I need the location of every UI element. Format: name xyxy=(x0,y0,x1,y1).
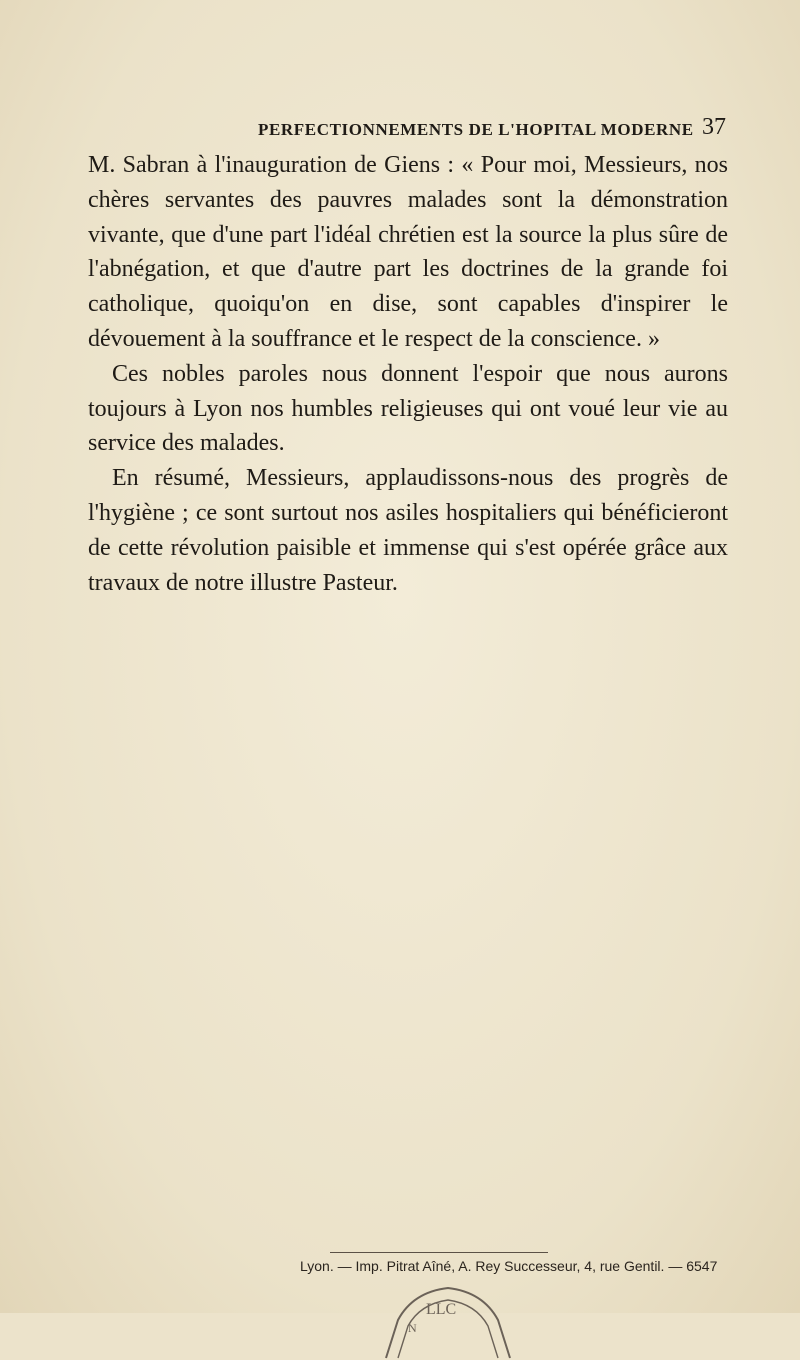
svg-text:LLC: LLC xyxy=(426,1301,457,1318)
paragraph-hope: Ces nobles paroles nous donnent l'espoir que nous aurons toujours à Lyon nos humbles religieuses qui ont voué leur vie au service des malades. xyxy=(88,360,728,457)
page-number: 37 xyxy=(702,114,726,140)
printer-imprint: Lyon. — Imp. Pitrat Aîné, A. Rey Successeur, 4, rue Gentil. — 6547 xyxy=(300,1258,718,1274)
paragraph-quote: M. Sabran à l'inauguration de Giens : « Pour moi, Messieurs, nos chères servantes des pauvres malades sont la démonstration vivante, que d'une part l'idéal chrétien est la source la plus sûre de l'abnégation, et que d'autre part les doctrines de la grande foi catholique, quoiqu'on en dise, sont capables d'inspirer le dévouement à la souffrance et le respect de la conscience. » xyxy=(88,152,728,352)
library-stamp-icon xyxy=(368,1280,528,1360)
page-header xyxy=(258,114,728,148)
running-head: PERFECTIONNEMENTS DE L'HOPITAL MODERNE xyxy=(258,120,694,139)
paragraph-conclusion: En résumé, Messieurs, applaudissons-nous des progrès de l'hygiène ; ce sont surtout nos asiles hospitaliers qui bénéficieront de cette révolution paisible et immense qui s'est opérée grâce aux travaux de notre illustre Pasteur. xyxy=(88,465,728,596)
svg-text:N: N xyxy=(408,1321,417,1335)
imprint-rule xyxy=(330,1252,548,1253)
body-text xyxy=(88,148,728,600)
